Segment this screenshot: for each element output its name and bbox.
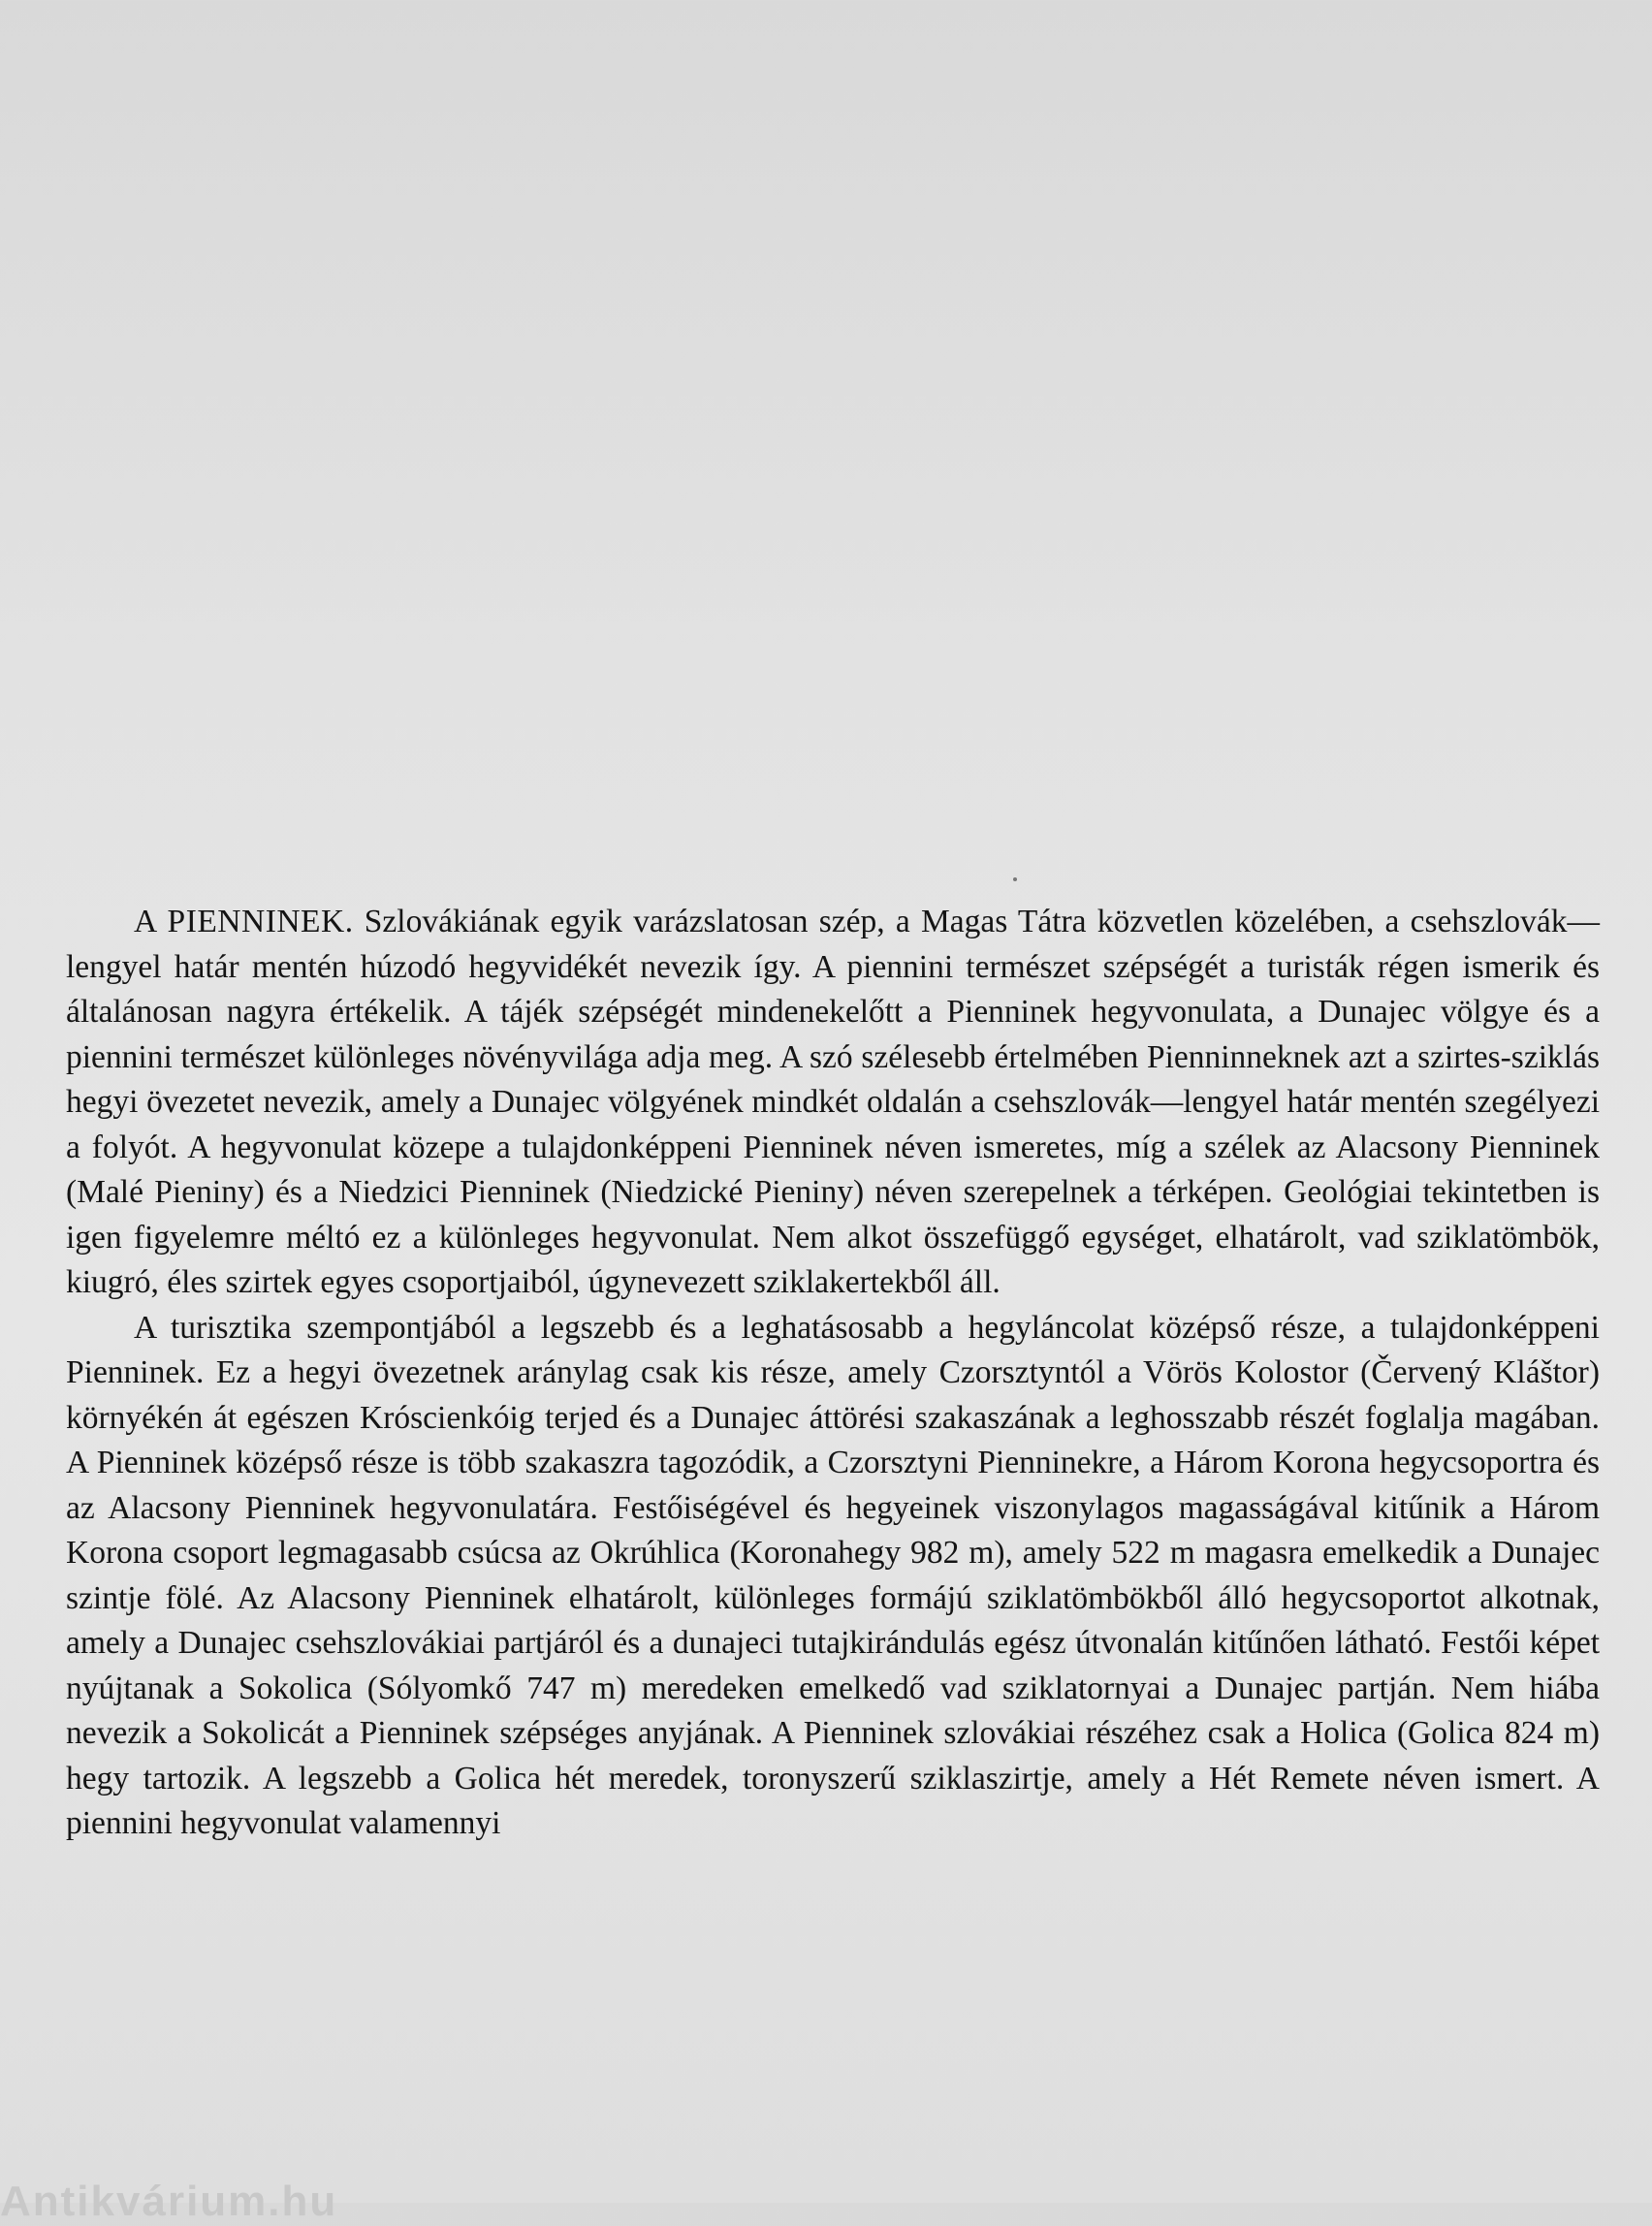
paragraph-1-text: Szlovákiának egyik varázslatosan szép, a Magas Tátra közvetlen közelében, a csehszlovák—lengyel határ mentén húzodó hegyvidékét nevezik így. A piennini természet szépségét a turisták régen ismerik és általánosan nagyra értékelik. A tájék szépségét mindenekelőtt a Pienninek hegyvonulata, a Dunajec völgye és a piennini természet különleges növényvilága adja meg. A szó szélesebb értelmében Pienninneknek azt a szirtes-sziklás hegyi övezetet nevezik, amely a Dunajec völgyének mindkét oldalán a csehszlovák—lengyel határ mentén szegélyezi a folyót. A hegyvonulat közepe a tulajdonképpeni Pienninek néven ismeretes, míg a szélek az Alacsony Pienninek (Malé Pieniny) és a Niedzici Pienninek (Niedzické Pieniny) néven szerepelnek a térképen. Geológiai tekintetben is igen figyelemre méltó ez a különleges hegyvonulat. Nem alkot összefüggő egységet, elhatárolt, vad sziklatömbök, kiugró, éles szirtek egyes csoportjaiból, úgynevezett sziklakertekből áll. xyxy=(66,904,1600,1300)
watermark-text: Antikvárium.hu xyxy=(0,2178,338,2225)
body-text xyxy=(66,900,1600,1847)
section-heading: A PIENNINEK. xyxy=(134,904,354,939)
paragraph-2: A turisztika szempontjából a legszebb és a leghatásosabb a hegyláncolat középső része, a tulajdonképpeni Pienninek. Ez a hegyi övezetnek aránylag csak kis része, amely Czorsztyntól a Vörös Kolostor (Červený Kláštor) környékén át egészen Króscienkóig terjed és a Dunajec áttörési szakaszának a leghosszabb részét foglalja magában. A Pienninek középső része is több szakaszra tagozódik, a Czorsztyni Pienninekre, a Három Korona hegycsoportra és az Alacsony Pienninek hegyvonulatára. Festőiségével és hegyeinek viszonylagos magasságával kitűnik a Három Korona csoport legmagasabb csúcsa az Okrúhlica (Koronahegy 982 m), amely 522 m magasra emelkedik a Dunajec szintje fölé. Az Alacsony Pienninek elhatárolt, különleges formájú sziklatömbökből álló hegycsoportot alkotnak, amely a Dunajec csehszlovákiai partjáról és a dunajeci tutajkirándulás egész útvonalán kitűnően látható. Festői képet nyújtanak a Sokolica (Sólyomkő 747 m) meredeken emelkedő vad sziklatornyai a Dunajec partján. Nem hiába nevezik a Sokolicát a Pienninek szépséges anyjának. A Pienninek szlovákiai részéhez csak a Holica (Golica 824 m) hegy tartozik. A legszebb a Golica hét meredek, toronyszerű sziklaszirtje, amely a Hét Remete néven ismert. A piennini hegyvonulat valamennyi xyxy=(66,1309,1600,1841)
paragraph-1 xyxy=(66,900,1600,1306)
paper-speck xyxy=(1013,877,1017,881)
